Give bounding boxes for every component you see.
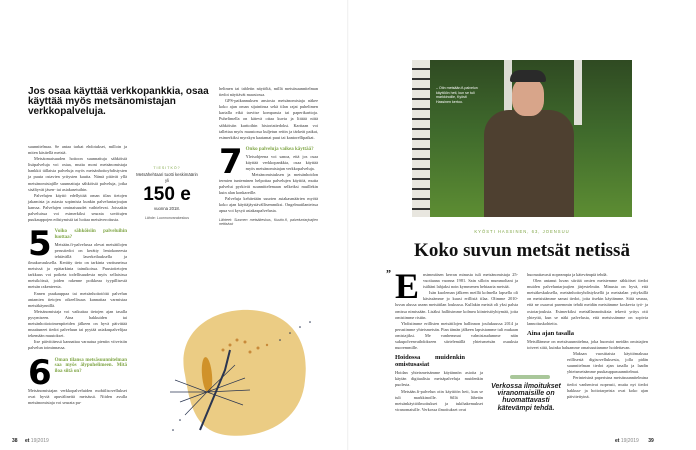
paragraph: Itse päivittäessä kannattaa varautua pieniin viiveisiin palvelun toiminnassa. xyxy=(28,339,127,351)
paragraph: Isän kuoleman jälkeen meillä kolmella lapsella oli käsissämme jo kuusi erillistä tilaa. Olimme 2010-luvun alussa usean metsätilan loukussa. Kullakin meistä oli yksi palsta omissa nimissään. Lisäksi hallitsimme kolmea kiinteistöyhtymää, joita omistimme ristiin. xyxy=(395,290,518,320)
paragraph: Hoidan yhteismetsämme käytännön asioita ja käytän digitaalisia metsäpalveluja muidenkin puolesta. xyxy=(395,370,483,388)
subheading: Hoidossa muidenkin omistusasiat xyxy=(395,354,465,369)
paragraph: Metsänomistuksen ja metsänhoidon termien tunteminen helpottaa palvelujen käyttöä, mutta palvelut pyrkivät suunnittelemaan selkeiksi muillekin kuin alan konkareille. xyxy=(219,171,318,196)
paragraph: Ennen puukauppaa tai metsänhoitotöitä palvelun antamien tietojen oikeellisuus kannattaa varmistaa metsäkäynnillä. xyxy=(28,290,127,308)
pine-illustration xyxy=(155,290,355,450)
fact-box xyxy=(135,166,199,220)
paragraph: helimen tai tabletin näytöltä, millä metsäsuunnitelman tiedot näyttävät maastossa. xyxy=(219,86,318,98)
person-cap xyxy=(510,70,546,82)
quote-mark: ” xyxy=(386,269,391,280)
paragraph: Metsäomaisuuden hoitoon suunnattuja sähköisiä lisäpalveluja voi ostaa, mutta moni metsänomistaja hankkii tällaisia palveluja myös metsänhoitoyhdistysten ja puuta ostavien yritysten kautta. Nämä pitävät yllä metsänomistajille suunnattuja sähköisiä palveluja, jotka sisältyvät jäsen- tai asiakasetuihin. xyxy=(28,156,127,192)
fact-source: Lähde: Luonnonvarakeskus xyxy=(144,215,190,220)
subheading: Aina ajan tasalla xyxy=(527,329,574,337)
paragraph: Metsään.fi-palvelussa olevat metsätilojen perustiedot on kerätty lentokoneesta tehtävällä laserkeilauksella ja ilmakuvauksella. Kerätty tieto on tarkinta varttuneissa metsissä ja epätarkinta taimikoissa. Puustotietojen tarkkuus voi poiketa todellisuudesta myös sellaisissa metsiköissä, joiden rakenne poikkeaa tyypillisestä metsän rakenteesta. xyxy=(28,241,127,290)
portrait-photo xyxy=(412,60,632,217)
person-jacket xyxy=(484,110,574,217)
page-gutter xyxy=(347,0,349,450)
issue: 19|2019 xyxy=(620,438,639,444)
birch-trunk xyxy=(574,60,582,125)
column-3 xyxy=(219,86,318,227)
question-heading: Oman tilansa metsäsuunnitelman saa myös älypuhelimeen. Mitä iloa siitä on? xyxy=(54,357,127,375)
paragraph: suunnitelmaa. Se antaa tarkat ehdotukset, milloin ja miten käsitellä metsiä. xyxy=(28,144,127,156)
page-number: 39 xyxy=(648,438,654,444)
paragraph: Metsillämme on metsäsuunnitelma, joka huomioi meidän omistajien toiveet siitä, kuinka haluamme omaisuuttamme hoidettavan. xyxy=(527,338,648,350)
question-7 xyxy=(219,141,318,215)
fact-text: Metsähehtaari tuotti keskimäärin yli xyxy=(136,172,198,183)
paragraph: Yleisohjeena voi sanoa, että jos osaa käyttää verkkopankkia, osaa käyttää myös metsänomistajan verkkopalveluja. xyxy=(245,153,318,171)
footer-right xyxy=(615,438,654,444)
question-6 xyxy=(28,352,127,406)
article-title: Koko suvun metsät netissä xyxy=(414,240,630,261)
number-6: 6 xyxy=(28,352,52,393)
paragraph: nsimmäisen kerran minusta tuli metsänomistaja 25-vuotiaana vuonna 1981. Sain silloin mummoltani ja isältäni lahjaksi noin kymmenen hehtaaria metsää. xyxy=(423,272,518,290)
magazine-logo: et xyxy=(615,438,620,444)
question-5 xyxy=(28,224,127,351)
paragraph: Olen antanut luvan siirtää omien metsiemme sähköiset tiedot muiden palveluntarjoajien järjestelmiin. Minusta on hyvä, että metsäkeskuksella, metsänhoitoyhdistyksellä ja metsäalan yrityksillä on metsistämme samat tiedot, joita itsekin käytämme. Siitä seuraa, että ne osaavat paremmin tehdä meidän metsiämme koskevia työ- ja ostotarjouksia. Esimerkiksi metsällannoituksia tekevä yritys otti yhteyttä, kun se näki palvelusta, että metsissämme on sopivia lannoituskohteita. xyxy=(527,278,648,326)
kicker: KYÖSTI HASSINEN, 63, JOENSUU xyxy=(474,229,570,234)
paragraph: Metsään.fi-palvelun otin käyttöön heti, kun se tuli markkinoille. Sillä lähetän metsänkäyttöilmoitukset ja tukihakemukset viranomaisille. Verkossa ilmoitukset ovat xyxy=(395,388,483,412)
fact-value: 150 e xyxy=(143,183,191,205)
paragraph: Palvelujen käyttö edellyttää oman tilan tietojen jakamista ja asiasta sopimista kunkin palveluntarjoajan kanssa. Palvelujen ominaisuudet vaihtelevat. Joissakin palveluissa voi esimerkiksi seurata sovittujen puukauppojen edistymistä tai hoitaa metsäveroitusta. xyxy=(28,192,127,223)
paragraph: Maksan vuosittaista käyttömaksua erillisestä digisovelluksesta, jolla pidän suunnitelman tiedot ajan tasalla ja laadin yhteismetsämme puukauppasuunnitelmat. xyxy=(567,351,648,375)
paragraph: huomattavasti nopeampia ja kätevämpiä tehdä. xyxy=(527,272,608,277)
right-column-2 xyxy=(527,272,648,400)
fact-text-2: vuonna 2018. xyxy=(153,205,181,211)
paragraph: Yhdistimme erillisten metsätilojen hallinnon joulukuussa 2014 ja perustimme yhteismetsän. Pian tämän jälkeen lapsistamme tuli mukaan omistajiksi. Me vanhemmat valmistaudumme näin sukupolvenvaihdokseen siirtelemällä yhteismetsän osuuksia nuoremmille. xyxy=(395,320,518,351)
birch-trunk xyxy=(412,60,430,217)
number-7: 7 xyxy=(219,141,243,182)
pull-quote: Verkossa ilmoitukset viranomaisille on huomattavasti kätevämpi tehdä. xyxy=(491,383,561,412)
sources: Lähteet: Suomen metsäkeskus, Kuutio.fi, palveluntarjoajien nettisivut xyxy=(219,217,318,227)
paragraph: Metsänomistajan verkkopalveluiden mobiilisovellukset ovat hyviä apuvälineitä metsässä. Niiden avulla metsänomistaja voi seurata pu- xyxy=(28,387,127,405)
paragraph: GPS-paikannuksen ansiosta metsänomistaja näkee koko ajan oman sijaintinsa sekä tilan rajat puhelimen kartalla eikä tarvitse kompassia tai paperikarttoja. Puhelimella on kätevä ottaa kuvia ja liittää niitä sähköisiin karttoihin historiatiedoksi. Karttaan voi tallettaa myös maastossa kuljetun reitin ja tärkeät paikat, esimerkiksi myrskyn kaatamat puut tai kantorellipaikat. xyxy=(219,98,318,140)
page-number: 38 xyxy=(12,438,18,444)
paragraph: Metsänomistaja voi vaikuttaa tietojen ajan tasalla pysymiseen. Aina hakkuiden tai metsänhoitotoimenpiteiden jälkeen on hyvä päivittää muuttuneet tiedot palveluun tai pyytää asiakaspalvelijaa tekemään muutokset. xyxy=(28,308,127,339)
column-1 xyxy=(28,144,127,406)
headline: Jos osaa käyttää verkkopankkia, osaa käyttää myös metsänomistajan verkkopalveluja. xyxy=(28,86,209,117)
person-face xyxy=(512,78,544,116)
magazine-logo: et xyxy=(24,438,30,444)
issue: 19|2019 xyxy=(30,438,49,444)
photo-caption: – Otin metsään.fi-palvelun käyttöön heti, kun se tuli markkinoille, Kyösti Hassinen kertoo. xyxy=(436,86,478,104)
paragraph: Palveluja kehitetään suurten asiakasmäärien myötä koko ajan käyttäjäystävällisemmiksi. Ongelmatilanteissa apua voi kysyä asiakaspalvelusta. xyxy=(219,196,318,214)
paragraph: Perinteisinä paperisina metsäsuunnitelmina tiedot vanhenivat nopeasti, mutta nyt tiedot hakkuu- ja hoitotarpeista ovat koko ajan päivitettyinä. xyxy=(567,375,648,399)
footer-left xyxy=(12,438,49,444)
question-heading: Onko palveluja vaikea käyttää? xyxy=(245,146,314,152)
drop-cap: E xyxy=(395,266,420,306)
number-5: 5 xyxy=(28,224,52,265)
fact-label: TIESITKÖ? xyxy=(153,166,181,170)
question-heading: Voiko sähköisiin palveluihin luottaa? xyxy=(54,229,127,241)
